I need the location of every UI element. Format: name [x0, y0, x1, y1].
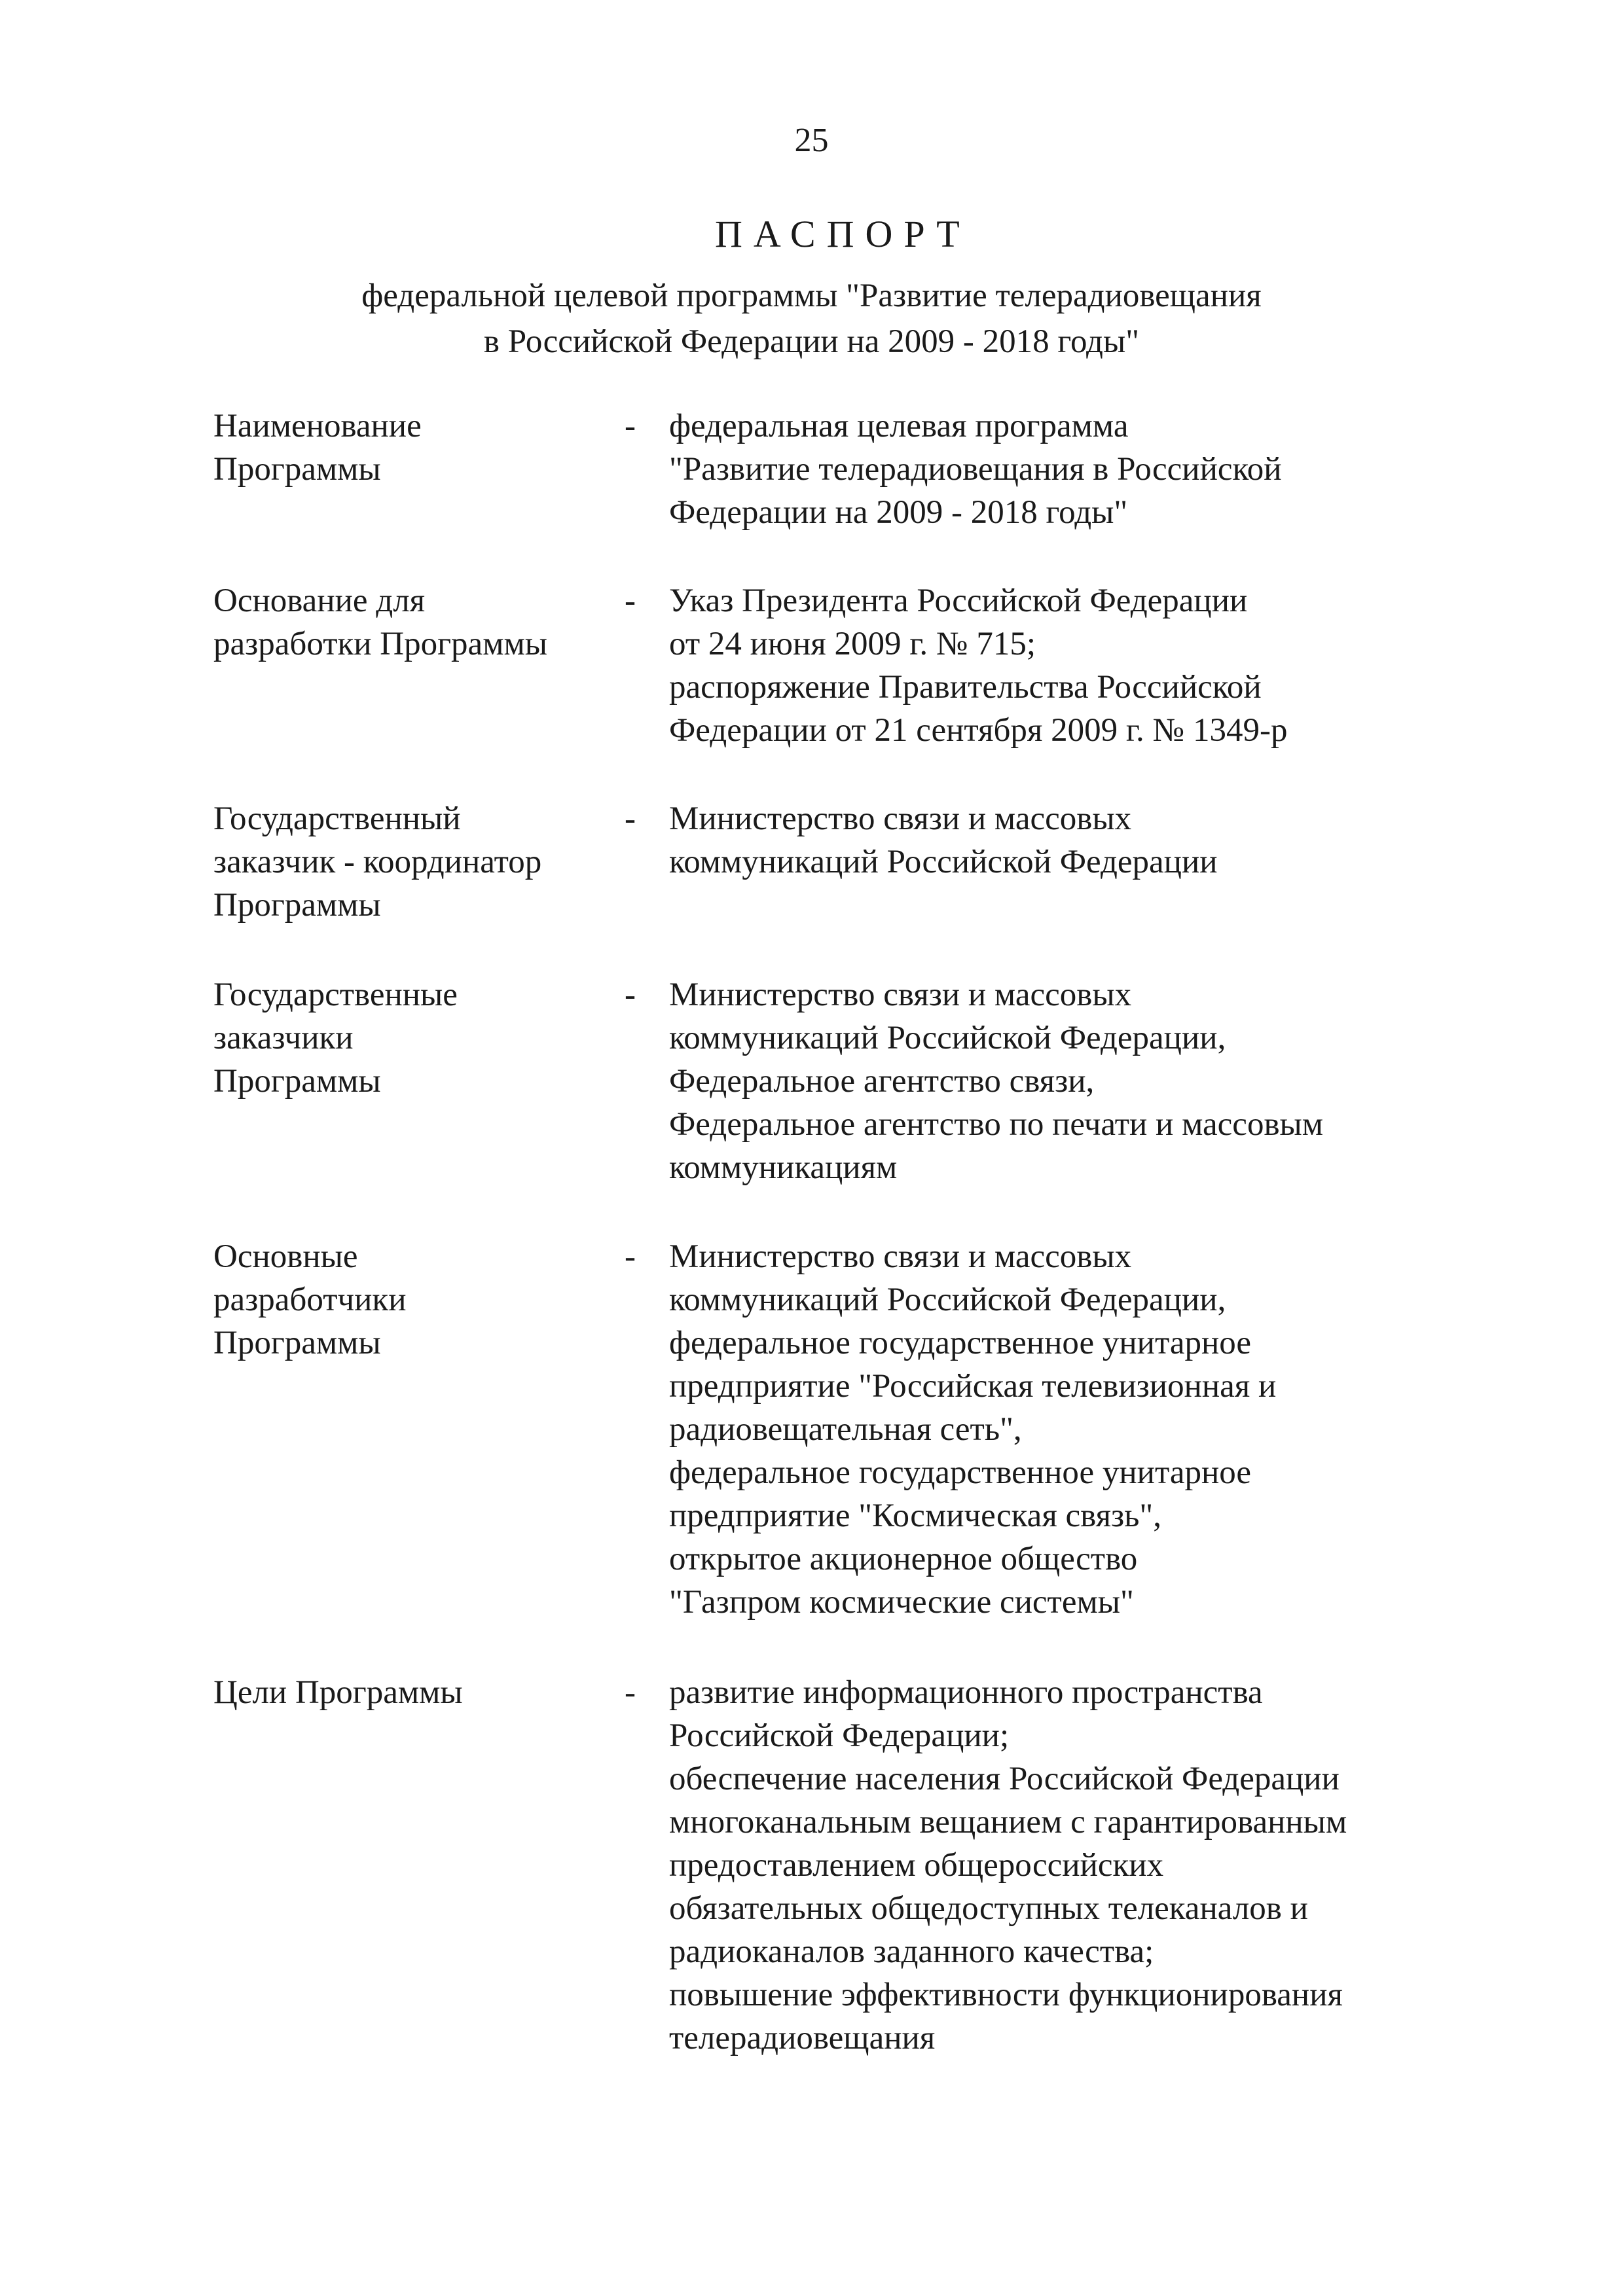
row-value-line: развитие информационного пространства	[669, 1674, 1263, 1711]
row-value	[669, 973, 1520, 1189]
row-separator: -	[625, 800, 636, 837]
row-value-line: предоставлением общероссийских	[669, 1847, 1164, 1884]
page-number: 25	[794, 122, 829, 159]
row-value-line: предприятие "Российская телевизионная и	[669, 1368, 1277, 1405]
row-value-line: радиоканалов заданного качества;	[669, 1933, 1154, 1970]
row-label-line: Цели Программы	[213, 1674, 463, 1711]
row-value-line: Федерации от 21 сентября 2009 г. № 1349-р	[669, 712, 1288, 749]
row-value-line: коммуникациям	[669, 1149, 898, 1186]
row-separator: -	[625, 977, 636, 1013]
row-value-line: открытое акционерное общество	[669, 1541, 1138, 1577]
row-label-line: Государственный	[213, 800, 461, 837]
row-label-line: Программы	[213, 887, 381, 924]
row-label-line: Основание для	[213, 583, 426, 619]
row-label-line: Программы	[213, 451, 381, 488]
row-value-line: многоканальным вещанием с гарантированным	[669, 1804, 1347, 1840]
row-value-line: Российской Федерации;	[669, 1717, 1010, 1754]
document-subtitle	[0, 273, 1623, 365]
row-value-line: Федерации на 2009 - 2018 годы"	[669, 494, 1128, 531]
row-label-line: разработчики	[213, 1282, 407, 1318]
row-value-line: федеральное государственное унитарное	[669, 1454, 1252, 1491]
row-value-line: коммуникаций Российской Федерации	[669, 844, 1218, 880]
row-value-line: Указ Президента Российской Федерации	[669, 583, 1248, 619]
document-title: ПАСПОРТ	[715, 213, 971, 255]
row-label	[213, 404, 606, 491]
subtitle-line: в Российской Федерации на 2009 - 2018 годы"	[483, 323, 1140, 360]
row-value-line: обеспечение населения Российской Федерации	[669, 1761, 1340, 1797]
row-value-line: от 24 июня 2009 г. № 715;	[669, 626, 1036, 662]
row-value-line: Министерство связи и массовых	[669, 977, 1132, 1013]
row-value-line: федеральное государственное унитарное	[669, 1325, 1252, 1361]
row-value-line: повышение эффективности функционирования	[669, 1977, 1343, 2013]
row-label-line: Наименование	[213, 408, 422, 444]
row-label-line: Основные	[213, 1238, 358, 1275]
row-label-line: Программы	[213, 1325, 381, 1361]
row-value-line: телерадиовещания	[669, 2020, 936, 2056]
row-value-line: коммуникаций Российской Федерации,	[669, 1282, 1226, 1318]
row-separator: -	[625, 408, 636, 444]
row-value-line: Министерство связи и массовых	[669, 1238, 1132, 1275]
row-value-line: радиовещательная сеть",	[669, 1411, 1022, 1448]
row-value-line: распоряжение Правительства Российской	[669, 669, 1262, 706]
row-value-line: предприятие "Космическая связь",	[669, 1498, 1162, 1534]
row-separator: -	[625, 1674, 636, 1711]
row-value-line: обязательных общедоступных телеканалов и	[669, 1890, 1308, 1927]
row-label-line: заказчик - координатор	[213, 844, 542, 880]
subtitle-line: федеральной целевой программы "Развитие телерадиовещания	[361, 278, 1262, 314]
row-separator: -	[625, 583, 636, 619]
row-label-line: Государственные	[213, 977, 458, 1013]
row-label-line: заказчики	[213, 1020, 354, 1056]
row-value	[669, 1671, 1520, 2060]
row-label	[213, 1671, 606, 1714]
row-value	[669, 797, 1520, 884]
row-value	[669, 404, 1520, 534]
row-separator: -	[625, 1238, 636, 1275]
row-value-line: "Газпром космические системы"	[669, 1584, 1134, 1621]
row-label-line: Программы	[213, 1063, 381, 1100]
row-value-line: федеральная целевая программа	[669, 408, 1129, 444]
row-value	[669, 1235, 1520, 1624]
row-label-line: разработки Программы	[213, 626, 547, 662]
row-value	[669, 579, 1520, 752]
row-value-line: "Развитие телерадиовещания в Российской	[669, 451, 1282, 488]
row-value-line: Федеральное агентство по печати и массовым	[669, 1106, 1324, 1143]
row-value-line: коммуникаций Российской Федерации,	[669, 1020, 1226, 1056]
row-label	[213, 973, 606, 1103]
row-label	[213, 579, 606, 666]
row-label	[213, 1235, 606, 1365]
row-label	[213, 797, 606, 927]
row-value-line: Министерство связи и массовых	[669, 800, 1132, 837]
row-value-line: Федеральное агентство связи,	[669, 1063, 1095, 1100]
